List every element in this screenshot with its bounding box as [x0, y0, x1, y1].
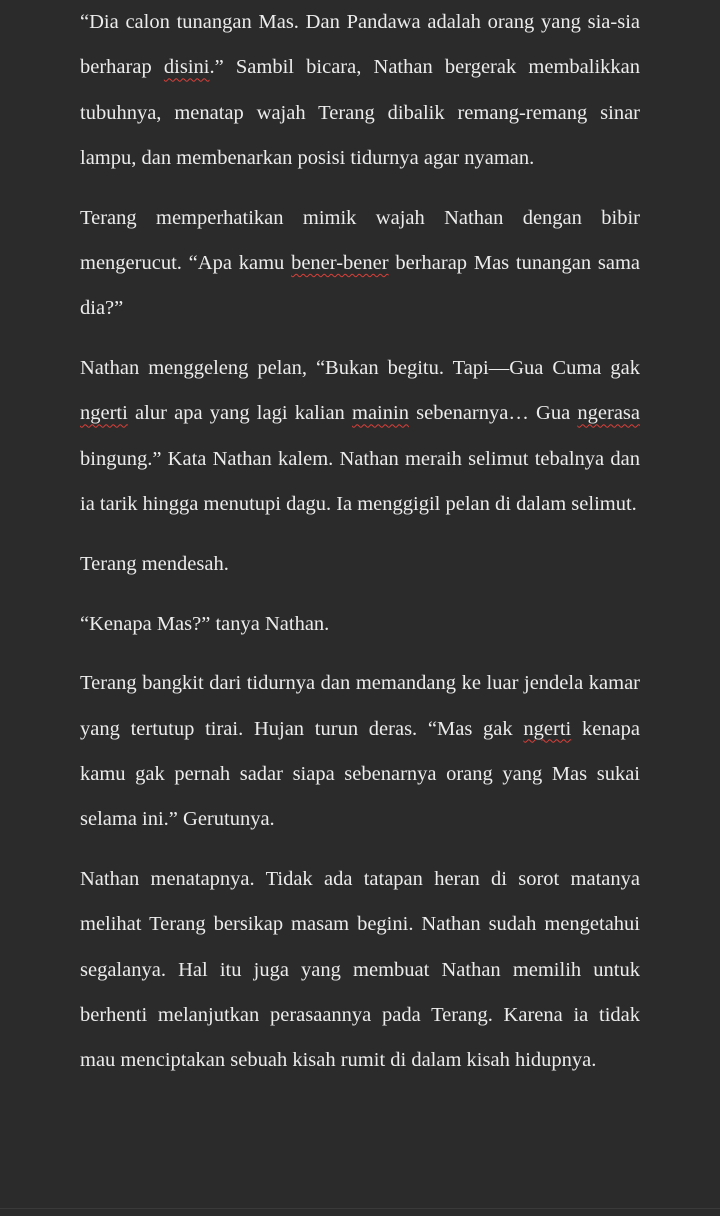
- text-run: “Kenapa Mas?” tanya Nathan.: [80, 612, 330, 635]
- text-run: Nathan menatapnya. Tidak ada tatapan heran di sorot matanya melihat Terang bersikap masam begini. Nathan sudah mengetahui segalanya. Hal itu juga yang membuat Nathan memilih untuk berhenti melanjutkan perasaannya pada Terang. Karena ia tidak mau menciptakan sebuah kisah rumit di dalam kisah hidupnya.: [80, 868, 640, 1072]
- text-run: kenapa kamu gak pernah sadar siapa sebenarnya orang yang Mas sukai selama ini.” Gerutunya.: [80, 717, 641, 831]
- text-run: Nathan menggeleng pelan, “Bukan begitu. Tapi—Gua Cuma gak: [80, 357, 640, 380]
- misspelled-word[interactable]: ngerti: [523, 717, 572, 740]
- text-run: bingung.” Kata Nathan kalem. Nathan meraih selimut tebalnya dan ia tarik hingga menutupi dagu. Ia menggigil pelan di dalam selimut.: [80, 447, 640, 515]
- text-run: Terang memperhatikan mimik wajah Nathan dengan bibir mengerucut. “Apa kamu: [80, 206, 640, 274]
- text-run: .” Sambil bicara, Nathan bergerak membalikkan tubuhnya, menatap wajah Terang dibalik remang-remang sinar lampu, dan membenarkan posisi tidurnya agar nyaman.: [80, 56, 640, 169]
- misspelled-word[interactable]: bener-bener: [291, 251, 389, 274]
- paragraph: [80, 542, 640, 587]
- text-run: “Dia calon tunangan Mas. Dan Pandawa adalah orang yang sia-sia berharap: [80, 11, 640, 79]
- text-run: sebenarnya… Gua: [408, 402, 578, 425]
- text-run: alur apa yang lagi kalian: [127, 402, 353, 425]
- misspelled-word[interactable]: ngerasa: [577, 402, 641, 425]
- page-divider: [0, 1208, 720, 1209]
- paragraph: [80, 196, 640, 332]
- text-run: Terang mendesah.: [80, 552, 229, 575]
- paragraph: [80, 661, 640, 842]
- paragraph: [80, 602, 640, 647]
- paragraph: [80, 346, 640, 527]
- misspelled-word[interactable]: disini: [163, 56, 210, 79]
- text-run: Terang bangkit dari tidurnya dan memandang ke luar jendela kamar yang tertutup tirai. Hujan turun deras. “Mas gak: [80, 672, 640, 740]
- misspelled-word[interactable]: ngerti: [80, 402, 128, 425]
- document-body[interactable]: [80, 0, 640, 1098]
- text-run: berharap Mas tunangan sama dia?”: [80, 251, 640, 320]
- paragraph: [80, 0, 640, 181]
- paragraph: [80, 857, 640, 1083]
- misspelled-word[interactable]: mainin: [352, 402, 409, 425]
